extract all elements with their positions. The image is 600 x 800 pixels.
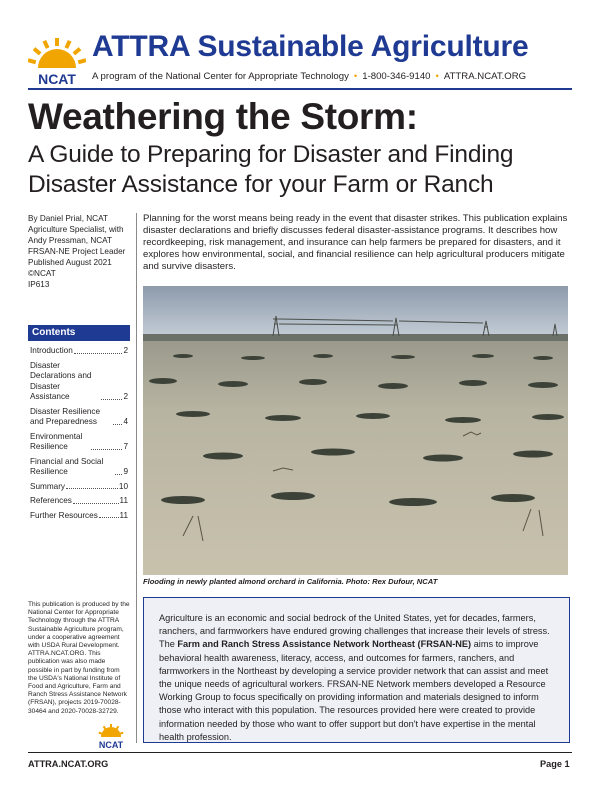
tagline-program: A program of the National Center for Appropriate Technology — [92, 71, 349, 82]
brand-title-bold: ATTRA — [92, 30, 190, 63]
callout-text-part-1: Agriculture is an economic and social bedrock of the United States, yet for decades, farmers, ranchers, and farmworkers have endured growing challenges that increase their levels of stress. The — [159, 613, 550, 650]
intro-paragraph: Planning for the worst means being ready in the event that disaster strikes. This publication explains disaster declarations and briefly discusses federal disaster-assistance programs. It describes how recordkeeping, risk management, and insurance can help farmers be prepared for disasters, and it explores how environmental, social, and financial resilience can help agricultural producers mitigate and survive disasters. — [143, 213, 568, 272]
toc-item-page: 10 — [118, 481, 128, 491]
toc-item-page: 11 — [119, 510, 128, 520]
toc-item-page: 4 — [123, 417, 128, 426]
byline-line: Published August 2021 — [28, 258, 112, 267]
tagline — [92, 71, 526, 82]
toc-item-references[interactable] — [30, 496, 128, 507]
toc-item-label: Disaster Declarations and Disaster Assistance — [30, 360, 92, 401]
contents-rule — [28, 340, 130, 341]
toc-item-page: 9 — [123, 467, 128, 476]
callout-text — [159, 612, 555, 744]
column-divider — [136, 213, 137, 743]
toc-item-financial-social[interactable] — [30, 457, 128, 478]
footer-rule — [28, 752, 572, 753]
brand-title — [92, 30, 528, 64]
bullet-dot-icon: • — [353, 71, 358, 82]
toc-item-page: 7 — [123, 442, 128, 451]
callout-text-bold: Farm and Ranch Stress Assistance Network Northeast (FRSAN-NE) — [177, 639, 472, 650]
byline — [28, 213, 136, 290]
bullet-dot-icon: • — [435, 71, 439, 82]
toc-item-disaster-resilience[interactable] — [30, 407, 128, 428]
toc-item-label: Financial and Social Resilience — [30, 456, 104, 476]
header-rule — [28, 88, 572, 90]
ncat-small-logo — [94, 724, 128, 750]
tagline-phone: 1-800-346-9140 — [362, 71, 431, 82]
producer-note: This publication is produced by the National Center for Appropriate Technology through the ATTRA Sustainable Agriculture program, under a cooperative agreement with USDA Rural Development. ATTRA.NCAT.ORG. This publication was also made possible in part by funding from the USDA's National Institute of Food and Agriculture, Farm and Ranch Stress Assistance Network (FRSAN), projects 2019-70028-30464 and 2020-70028-32729. — [28, 601, 130, 715]
toc-item-label: Disaster Resilience and Preparedness — [30, 406, 101, 426]
ncat-logo-text: NCAT — [38, 71, 76, 87]
toc-item-summary[interactable] — [30, 482, 128, 493]
toc-item-label: References — [30, 496, 72, 505]
byline-line: ©NCAT — [28, 269, 56, 278]
brand-title-rest: Sustainable Agriculture — [197, 30, 529, 63]
byline-line: By Daniel Prial, NCAT — [28, 214, 108, 223]
flooded-orchard-photo — [143, 286, 568, 575]
toc-item-further-resources[interactable] — [30, 511, 128, 522]
table-of-contents — [30, 346, 128, 525]
byline-line: FRSAN-NE Project Leader — [28, 247, 126, 256]
footer-url[interactable]: ATTRA.NCAT.ORG — [28, 759, 109, 769]
toc-item-label: Summary — [30, 481, 66, 491]
toc-item-label: Environmental Resilience — [30, 431, 83, 451]
toc-item-page: 2 — [123, 346, 128, 355]
page-title: Weathering the Storm: — [28, 96, 418, 137]
contents-heading: Contents — [28, 325, 130, 340]
toc-item-environmental-resilience[interactable] — [30, 432, 128, 453]
page-number: Page 1 — [540, 759, 570, 769]
toc-item-disaster-declarations[interactable] — [30, 360, 128, 403]
ncat-small-logo-text: NCAT — [98, 740, 124, 750]
page-subtitle: A Guide to Preparing for Disaster and Finding Disaster Assistance for your Farm or Ranch — [28, 141, 514, 198]
byline-line: Agriculture Specialist, with — [28, 225, 124, 234]
toc-item-page: 11 — [119, 496, 128, 505]
toc-item-introduction[interactable] — [30, 346, 128, 357]
tagline-url[interactable]: ATTRA.NCAT.ORG — [443, 71, 527, 82]
byline-line: IP613 — [28, 280, 50, 289]
toc-item-label: Introduction — [30, 346, 73, 355]
frsan-ne-callout-box — [143, 597, 570, 743]
toc-item-label: Further Resources — [30, 510, 98, 520]
toc-item-page: 2 — [123, 392, 128, 401]
byline-line: Andy Pressman, NCAT — [28, 236, 113, 245]
photo-caption: Flooding in newly planted almond orchard in California. Photo: Rex Dufour, NCAT — [143, 577, 438, 586]
callout-text-part-2: aims to improve behavioral health awareness, literacy, access, and outcomes for farmers, ranchers, and farmworkers in the Northeast by developing a service provider network that can assist and meet the unique needs of agricultural workers. FRSAN-NE Network members developed a Resource Working Group to focus specifically on providing information and materials designed to inform those who interact with this population. The resources provided here were created to provide information needed by those who want to offer support but don't have expertise in the mental health profession. — [159, 639, 549, 742]
ncat-sun-logo — [28, 38, 86, 88]
